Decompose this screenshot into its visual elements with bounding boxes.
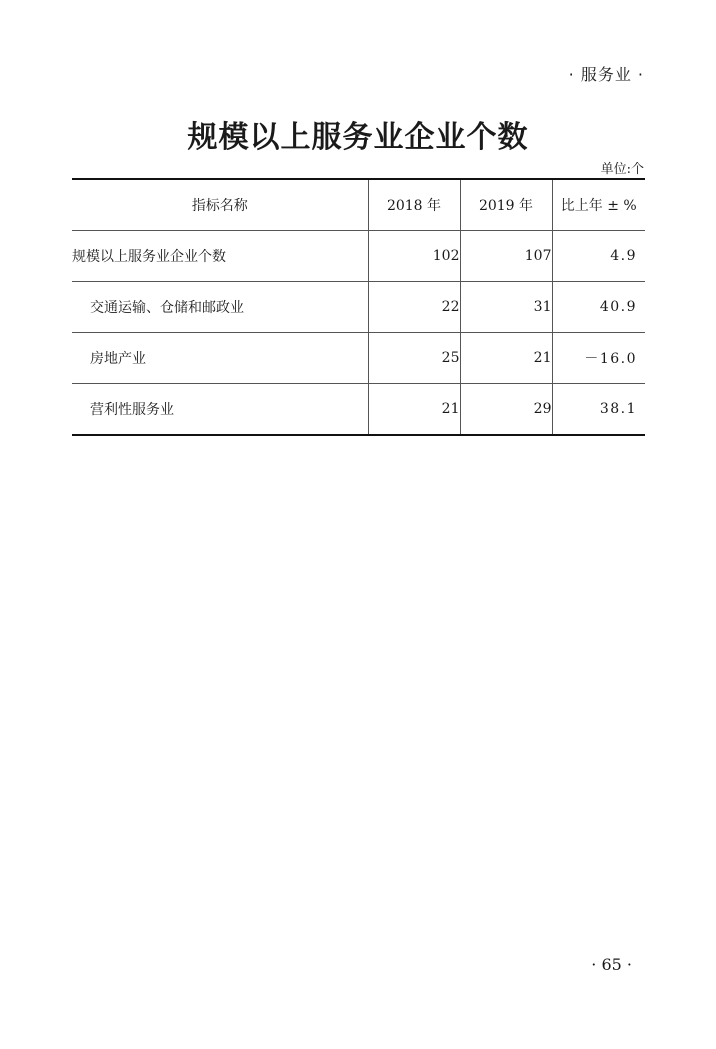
column-header-indicator: 指标名称 — [72, 179, 368, 231]
cell-2018: 102 — [368, 231, 460, 282]
row-label: 营利性服务业 — [72, 384, 368, 436]
cell-change: 38.1 — [552, 384, 645, 436]
column-header-2019: 2019 年 — [460, 179, 552, 231]
column-header-change: 比上年 ± % — [552, 179, 645, 231]
page-title: 规模以上服务业企业个数 — [187, 120, 529, 155]
section-header: · 服务业 · — [568, 65, 644, 84]
cell-2019: 29 — [460, 384, 552, 436]
row-label: 交通运输、仓储和邮政业 — [72, 282, 368, 333]
row-label: 规模以上服务业企业个数 — [72, 231, 368, 282]
column-header-2018: 2018 年 — [368, 179, 460, 231]
cell-2019: 31 — [460, 282, 552, 333]
cell-2018: 22 — [368, 282, 460, 333]
row-label: 房地产业 — [72, 333, 368, 384]
cell-change: －16.0 — [552, 333, 645, 384]
cell-change: 40.9 — [552, 282, 645, 333]
table-row — [72, 333, 645, 384]
cell-2018: 21 — [368, 384, 460, 436]
table-header-row — [72, 179, 645, 231]
cell-2019: 107 — [460, 231, 552, 282]
cell-2019: 21 — [460, 333, 552, 384]
page-number: · 65 · — [591, 955, 632, 974]
stats-table — [72, 178, 645, 436]
table-row — [72, 282, 645, 333]
table-row — [72, 231, 645, 282]
cell-change: 4.9 — [552, 231, 645, 282]
table-row — [72, 384, 645, 436]
unit-note: 单位:个 — [600, 162, 644, 177]
cell-2018: 25 — [368, 333, 460, 384]
